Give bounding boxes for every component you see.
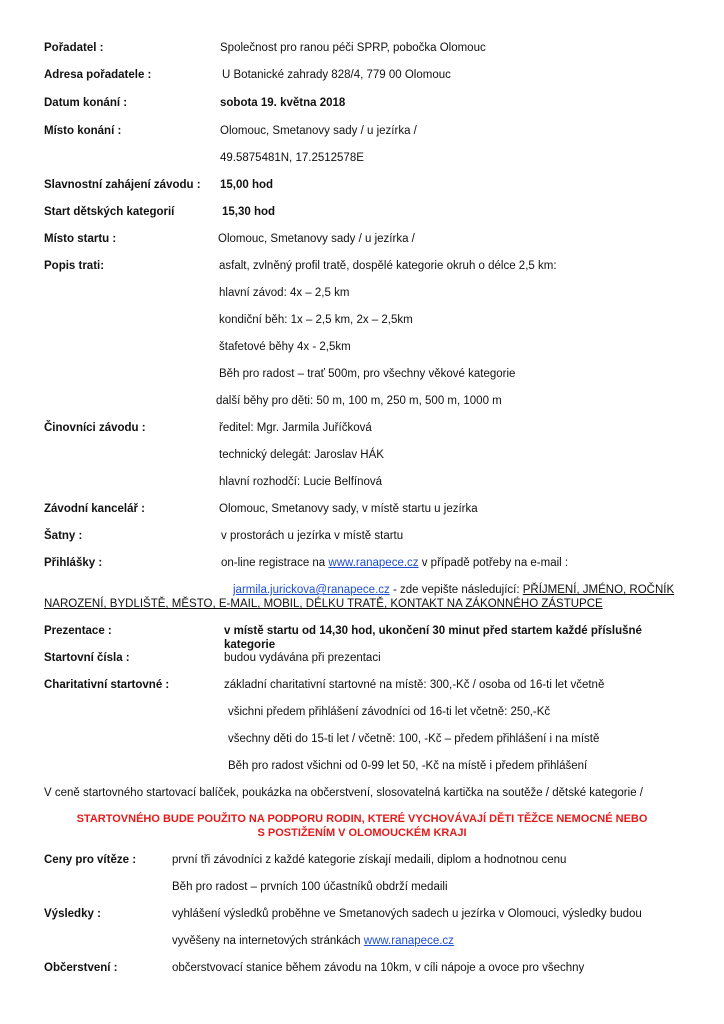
prihlasky-email-line — [233, 583, 674, 597]
email-link[interactable]: jarmila.jurickova@ranapece.cz — [233, 584, 390, 596]
value-gps: 49.5875481N, 17.2512578E — [220, 152, 364, 164]
label-startovne: Charitativní startovné : — [44, 679, 170, 691]
popis-line: štafetové běhy 4x - 2,5km — [219, 341, 351, 353]
notice-line-1: STARTOVNÉHO BUDE POUŽITO NA PODPORU RODIN, KTERÉ VYCHOVÁVAJÍ DĚTI TĚŽCE NEMOCNÉ NEBO — [76, 813, 648, 825]
value-misto-startu: Olomouc, Smetanovy sady / u jezírka / — [218, 233, 415, 245]
label-prezentace: Prezentace : — [44, 625, 112, 637]
label-obcerstveni: Občerstvení : — [44, 962, 118, 974]
label-start-detske: Start dětských kategorií — [44, 206, 175, 218]
value-start-detske: 15,30 hod — [222, 206, 276, 218]
startovne-line: všichni předem přihlášení závodníci od 16-ti let včetně: 250,-Kč — [228, 706, 551, 718]
label-misto-startu: Místo startu : — [44, 233, 117, 245]
value-datum: sobota 19. května 2018 — [220, 97, 346, 109]
prihlasky-text: - zde vepište následující: — [389, 584, 523, 596]
popis-line: Běh pro radost – trať 500m, pro všechny věkové kategorie — [219, 368, 516, 380]
label-poradatel: Pořadatel : — [44, 42, 104, 54]
value-kancelar: Olomouc, Smetanovy sady, v místě startu u jezírka — [219, 503, 478, 515]
cinovnik-line: ředitel: Mgr. Jarmila Juříčková — [219, 422, 372, 434]
label-misto: Místo konání : — [44, 125, 122, 137]
label-kancelar: Závodní kancelář : — [44, 503, 145, 515]
startovne-line: Běh pro radost všichni od 0-99 let 50, -Kč na místě i předem přihlášení — [228, 760, 588, 772]
value-adresa: U Botanické zahrady 828/4, 779 00 Olomouc — [222, 69, 451, 81]
label-startovni-cisla: Startovní čísla : — [44, 652, 130, 664]
label-popis: Popis trati: — [44, 260, 105, 272]
value-satny: v prostorách u jezírka v místě startu — [221, 530, 404, 542]
ranapece-link[interactable]: www.ranapece.cz — [328, 557, 419, 569]
prihlasky-fields-2: NAROZENÍ, BYDLIŠTĚ, MĚSTO, E-MAIL, MOBIL, DÉLKU TRATĚ, KONTAKT NA ZÁKONNÉHO ZÁSTUPCE — [44, 598, 603, 610]
popis-line: další běhy pro děti: 50 m, 100 m, 250 m, 500 m, 1000 m — [216, 395, 502, 407]
prihlasky-text: on-line registrace na — [221, 557, 329, 569]
cinovnik-line: technický delegát: Jaroslav HÁK — [219, 449, 384, 461]
prihlasky-fields: PŘÍJMENÍ, JMÉNO, ROČNÍK — [522, 584, 675, 596]
popis-line: hlavní závod: 4x – 2,5 km — [219, 287, 350, 299]
popis-line: kondiční běh: 1x – 2,5 km, 2x – 2,5km — [219, 314, 413, 326]
startovne-line: základní charitativní startovné na místě: 300,-Kč / osoba od 16-ti let včetně — [224, 679, 605, 691]
ranapece-link-2[interactable]: www.ranapece.cz — [363, 935, 454, 947]
balicek-text: V ceně startovného startovací balíček, poukázka na občerstvení, slosovatelná kartička na soutěže / dětské kategorie / — [44, 787, 643, 799]
value-poradatel: Společnost pro ranou péči SPRP, pobočka Olomouc — [220, 42, 486, 54]
value-misto: Olomouc, Smetanovy sady / u jezírka / — [220, 125, 417, 137]
value-prezentace: v místě startu od 14,30 hod, ukončení 30 minut před startem každé příslušné — [224, 625, 642, 637]
label-ceny: Ceny pro vítěze : — [44, 854, 137, 866]
label-zahajeni: Slavnostní zahájení závodu : — [44, 179, 201, 191]
label-adresa: Adresa pořadatele : — [44, 69, 152, 81]
value-zahajeni: 15,00 hod — [220, 179, 274, 191]
label-datum: Datum konání : — [44, 97, 128, 109]
popis-line: asfalt, zvlněný profil tratě, dospělé kategorie okruh o délce 2,5 km: — [219, 260, 557, 272]
prihlasky-text: v případě potřeby na e-mail : — [418, 557, 569, 569]
label-vysledky: Výsledky : — [44, 908, 101, 920]
value-ceny-2: Běh pro radost – prvních 100 účastníků obdrží medaili — [172, 881, 448, 893]
value-prihlasky — [221, 556, 568, 570]
notice-line-2: S POSTIŽENÍM V OLOMOUCKÉM KRAJI — [257, 827, 467, 839]
startovne-line: všechny děti do 15-ti let / včetně: 100, -Kč – předem přihlášení i na místě — [228, 733, 600, 745]
label-cinovnici: Činovníci závodu : — [44, 422, 146, 434]
value-vysledky: vyhlášení výsledků proběhne ve Smetanových sadech u jezírka v Olomouci, výsledky budou — [172, 908, 642, 920]
value-vysledky-2 — [172, 934, 454, 948]
value-ceny: první tři závodníci z každé kategorie získají medaili, diplom a hodnotnou cenu — [172, 854, 567, 866]
value-prezentace-2: kategorie — [224, 639, 276, 651]
value-obcerstveni: občerstvovací stanice během závodu na 10km, v cíli nápoje a ovoce pro všechny — [172, 962, 585, 974]
value-startovni-cisla: budou vydávána při prezentaci — [224, 652, 381, 664]
cinovnik-line: hlavní rozhodčí: Lucie Belfínová — [219, 476, 383, 488]
label-prihlasky: Přihlášky : — [44, 557, 103, 569]
label-satny: Šatny : — [44, 530, 83, 542]
vysledky-text: vyvěšeny na internetových stránkách — [172, 935, 364, 947]
